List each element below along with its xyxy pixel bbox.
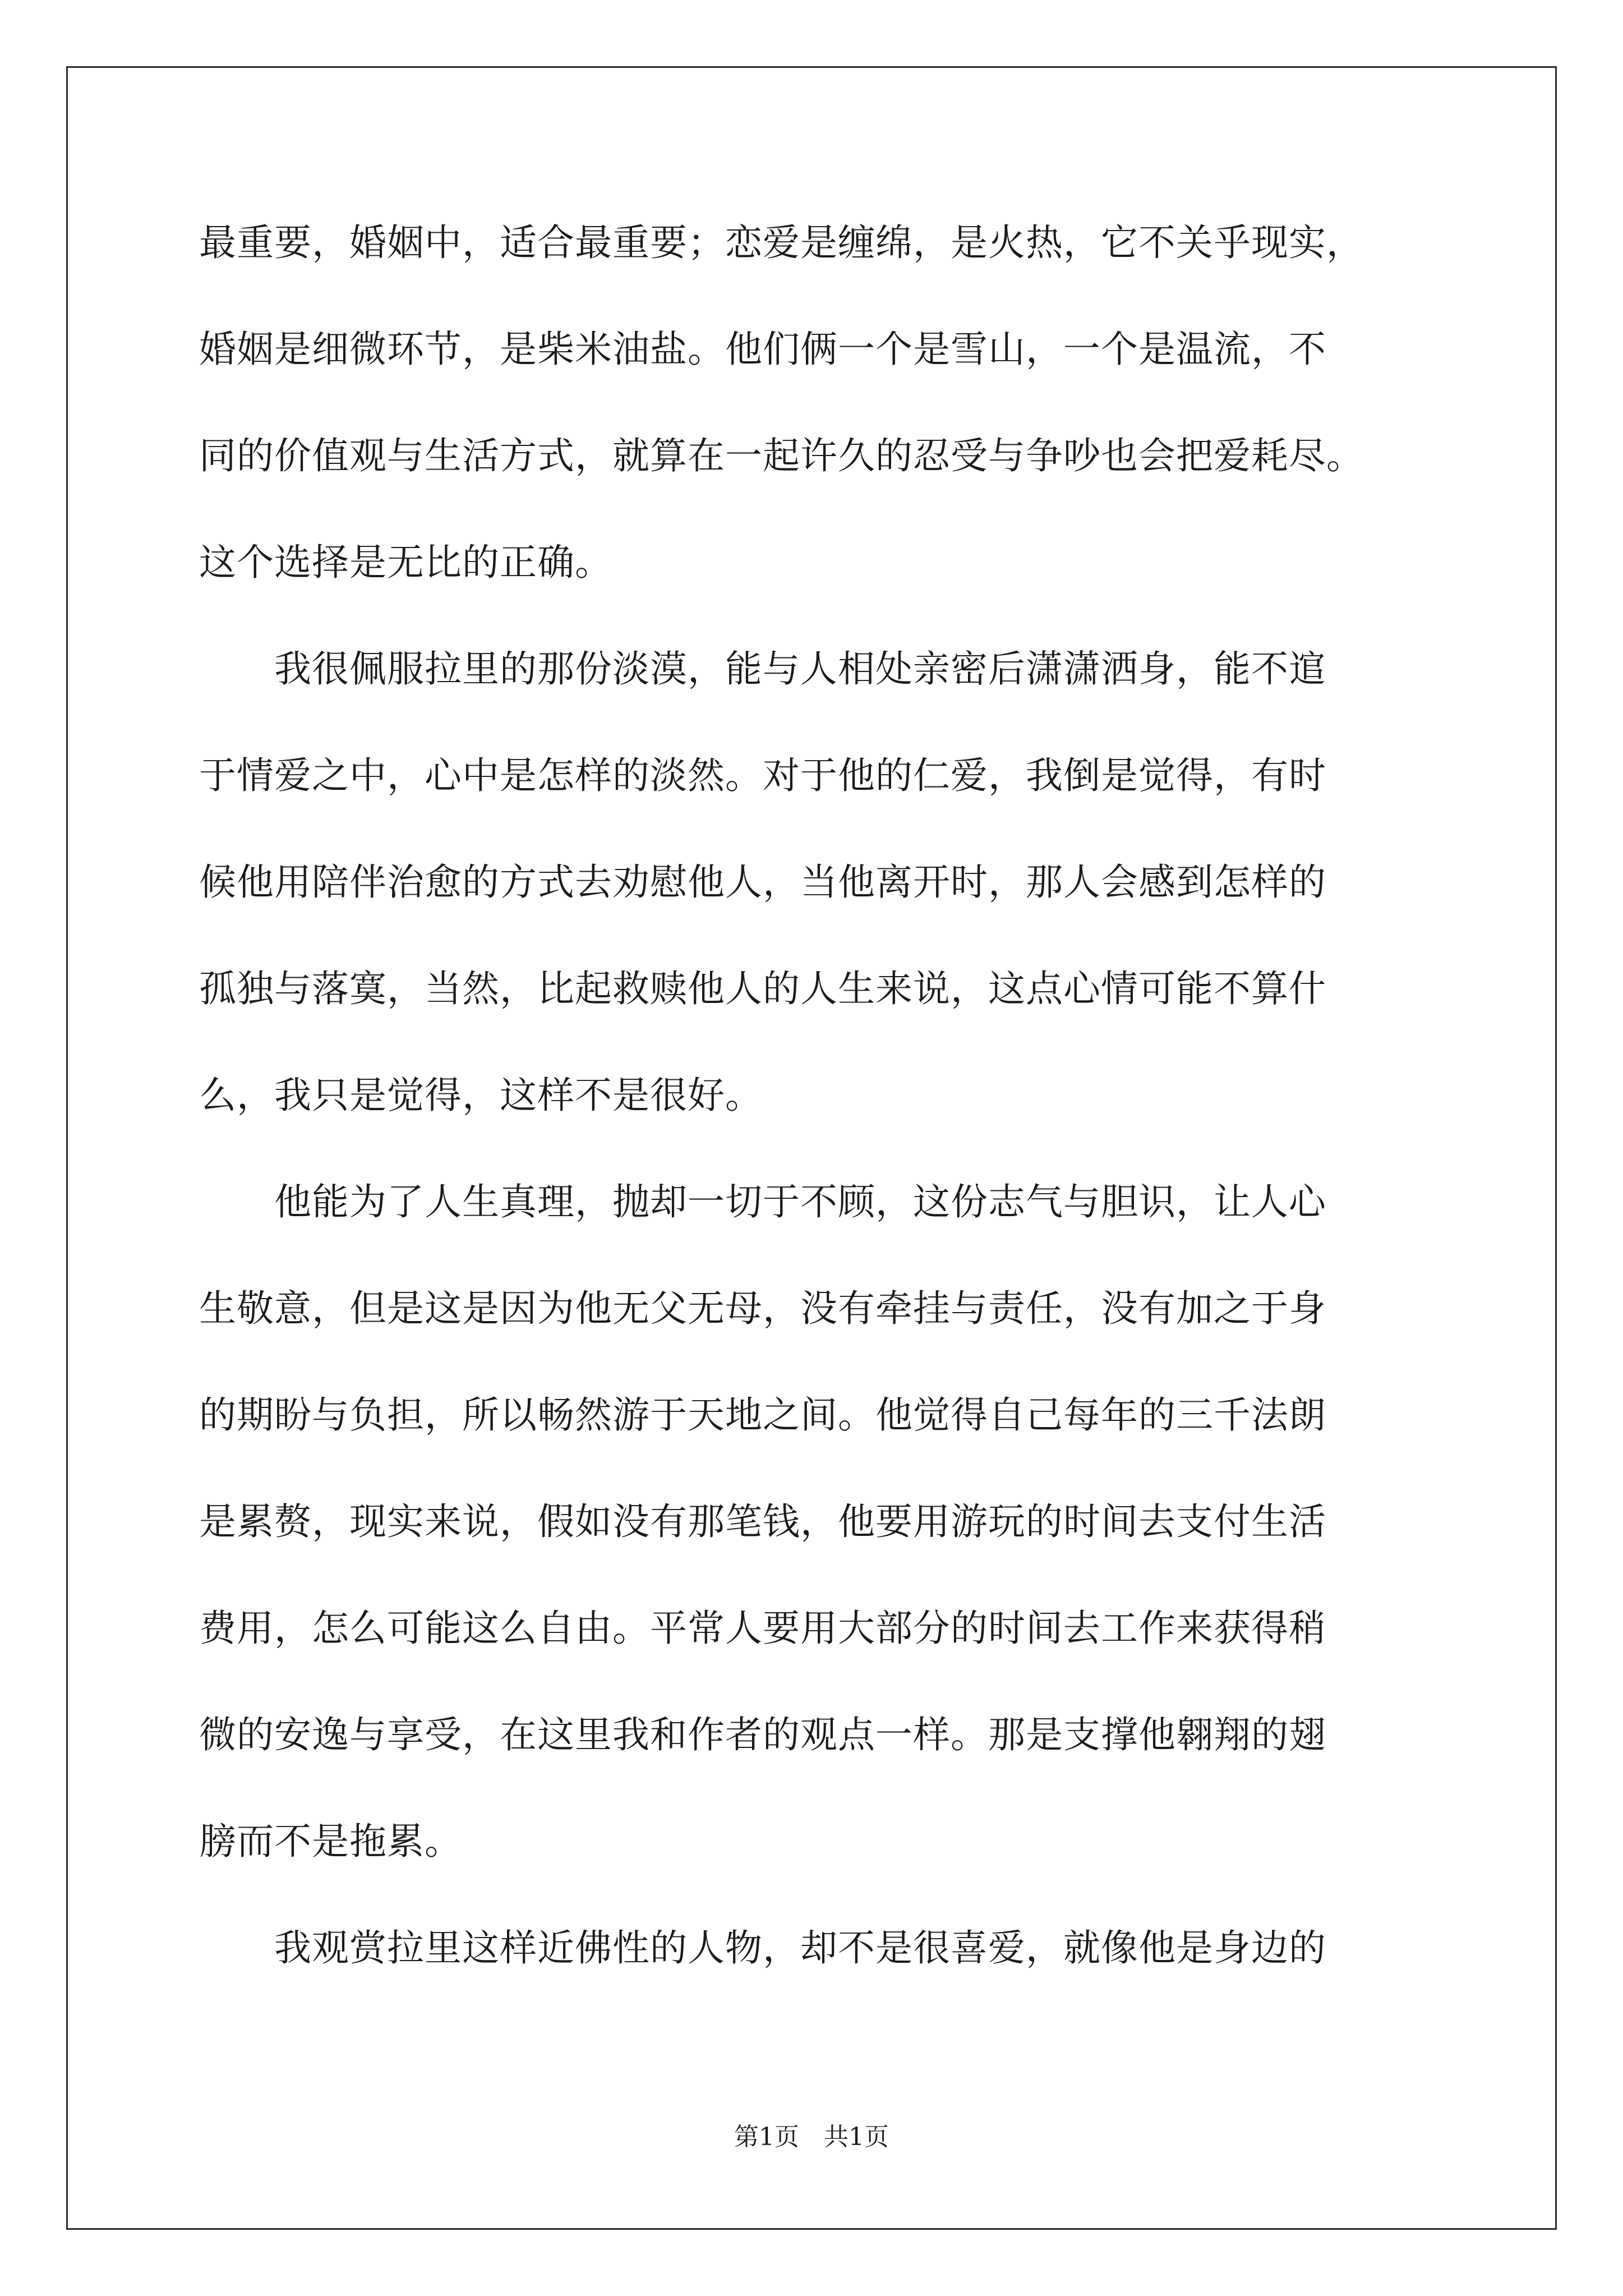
text-line: 是累赘，现实来说，假如没有那笔钱，他要用游玩的时间去支付生活 [199, 1500, 1326, 1543]
text-line: 婚姻是细微环节，是柴米油盐。他们俩一个是雪山，一个是温流，不 [199, 328, 1326, 371]
text-line: 微的安逸与享受，在这里我和作者的观点一样。那是支撑他翱翔的翅 [199, 1713, 1326, 1756]
text-line: 费用，怎么可能这么自由。平常人要用大部分的时间去工作来获得稍 [199, 1607, 1326, 1650]
text-line: 我观赏拉里这样近佛性的人物，却不是很喜爱，就像他是身边的 [199, 1926, 1326, 1970]
text-line: 膀而不是拖累。 [199, 1820, 462, 1863]
text-line: 于情爱之中，心中是怎样的淡然。对于他的仁爱，我倒是觉得，有时 [199, 754, 1326, 797]
text-line: 我很佩服拉里的那份淡漠，能与人相处亲密后潇潇洒身，能不逭 [199, 647, 1326, 691]
text-line: 孤独与落寞，当然，比起救赎他人的人生来说，这点心情可能不算什 [199, 967, 1326, 1010]
document-body [199, 190, 1433, 2001]
text-line: 的期盼与负担，所以畅然游于天地之间。他觉得自己每年的三千法朗 [199, 1393, 1326, 1437]
text-line: 么，我只是觉得，这样不是很好。 [199, 1074, 763, 1117]
page-number-footer: 第1页 共1页 [734, 2123, 889, 2151]
text-line: 这个选择是无比的正确。 [199, 541, 612, 584]
text-line: 他能为了人生真理，抛却一切于不顾，这份志气与胆识，让人心 [199, 1180, 1326, 1223]
text-line: 候他用陪伴治愈的方式去劝慰他人，当他离开时，那人会感到怎样的 [199, 861, 1326, 904]
text-line: 生敬意，但是这是因为他无父无母，没有牵挂与责任，没有加之于身 [199, 1287, 1326, 1330]
text-line: 最重要，婚姻中，适合最重要；恋爱是缠绵，是火热，它不关乎现实， [199, 221, 1364, 264]
text-line: 同的价值观与生活方式，就算在一起许久的忍受与争吵也会把爱耗尽。 [199, 434, 1364, 477]
